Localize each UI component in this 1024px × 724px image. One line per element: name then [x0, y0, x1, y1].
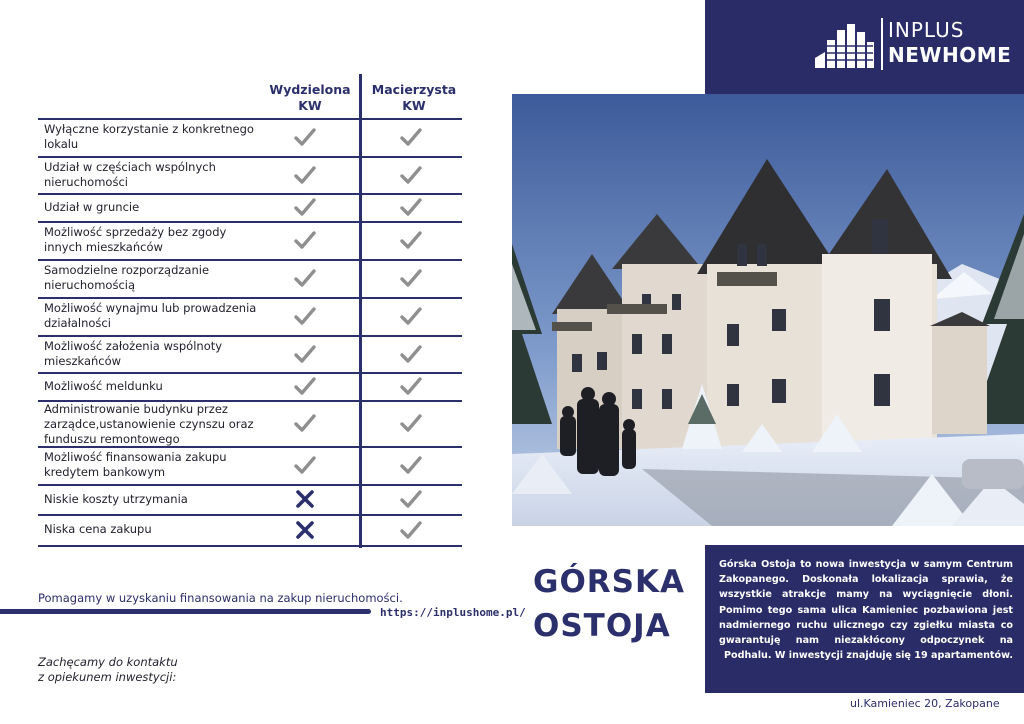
row-label: Udział w częściach wspólnych nieruchomości: [44, 159, 216, 189]
column-header-line: Wydzielona: [269, 82, 351, 97]
contact-line: z opiekunem inwestycji:: [38, 670, 177, 684]
row-label: Samodzielne rozporządzanie nieruchomością: [44, 263, 210, 292]
column-header-wydzielona: [262, 82, 358, 114]
checkmark-icon: [294, 127, 316, 147]
building-logo-icon: [815, 22, 875, 68]
brand-line1: INPLUS: [888, 18, 965, 42]
project-title: [533, 560, 685, 648]
row-label: Możliwość meldunku: [44, 378, 163, 393]
column-header-line: KW: [298, 98, 322, 113]
checkmark-icon: [400, 197, 422, 217]
table-row: [38, 400, 462, 446]
checkmark-icon: [294, 230, 316, 250]
checkmark-icon: [294, 344, 316, 364]
checkmark-icon: [400, 306, 422, 326]
table-row-divider: [38, 545, 462, 547]
table-row: [38, 118, 462, 156]
column-header-line: KW: [402, 98, 426, 113]
contact-text: [38, 655, 178, 685]
table-row: [38, 335, 462, 372]
checkmark-icon: [400, 268, 422, 288]
checkmark-icon: [400, 230, 422, 250]
row-label: Możliwość finansowania zakupu kredytem bankowym: [44, 450, 227, 479]
checkmark-icon: [294, 306, 316, 326]
checkmark-icon: [294, 376, 316, 396]
logo-divider: [881, 18, 883, 70]
table-row: [38, 446, 462, 484]
checkmark-icon: [294, 165, 316, 185]
checkmark-icon: [400, 344, 422, 364]
row-label: Niskie koszty utrzymania: [44, 491, 188, 506]
project-title-line: OSTOJA: [533, 608, 671, 644]
row-label: Wyłączne korzystanie z konkretnego lokalu: [44, 122, 254, 151]
description-panel: [705, 545, 1024, 693]
checkmark-icon: [294, 455, 316, 475]
table-row: [38, 372, 462, 400]
checkmark-icon: [294, 413, 316, 433]
checkmark-icon: [400, 520, 422, 540]
table-row: [38, 514, 462, 545]
row-label: Możliwość założenia wspólnoty mieszkańców: [44, 338, 223, 368]
financing-text: Pomagamy w uzyskaniu finansowania na zakup nieruchomości.: [38, 591, 403, 605]
address: ul.Kamieniec 20, Zakopane: [850, 697, 1000, 710]
row-label: Możliwość wynajmu lub prowadzenia działalności: [44, 301, 257, 330]
row-label: Administrowanie budynku przez zarządce,ustanowienie czynszu oraz funduszu remontowego: [44, 402, 254, 446]
brand-panel: [705, 0, 1024, 94]
brand-line2: NEWHOME: [888, 43, 1012, 67]
contact-line: Zachęcamy do kontaktu: [38, 655, 178, 669]
table-row: [38, 297, 462, 335]
table-row: [38, 156, 462, 193]
row-label: Możliwość sprzedaży bez zgody innych mieszkańców: [44, 225, 227, 254]
column-header-line: Macierzysta: [371, 82, 457, 97]
column-header-macierzysta: [366, 82, 462, 114]
checkmark-icon: [400, 413, 422, 433]
row-label: Udział w gruncie: [44, 199, 140, 214]
checkmark-icon: [294, 268, 316, 288]
cross-icon: [294, 520, 316, 540]
building-photo: [512, 94, 1024, 526]
checkmark-icon: [294, 197, 316, 217]
table-row: [38, 259, 462, 297]
cross-icon: [294, 489, 316, 509]
checkmark-icon: [400, 165, 422, 185]
checkmark-icon: [400, 455, 422, 475]
description-text: Górska Ostoja to nowa inwestycja w samym Centrum Zakopanego. Doskonała lokalizacja sprawia, że wszystkie atrakcje mamy na wyciągnięcie dłoni. Pomimo tego sama ulica Kamieniec pozbawiona jest nadmiernego ruchu ulicznego czy zgiełku miasta co gwarantuję nam niezakłócony odpoczynek na Podhalu. W inwestycji znajduję się 19 apartamentów.: [719, 559, 1013, 662]
table-row: [38, 484, 462, 514]
checkmark-icon: [400, 127, 422, 147]
row-label: Niska cena zakupu: [44, 522, 152, 536]
website-link[interactable]: https://inplushome.pl/: [380, 606, 526, 619]
checkmark-icon: [400, 489, 422, 509]
table-row: [38, 193, 462, 221]
winter-building-illustration: [512, 94, 1024, 526]
project-title-line: GÓRSKA: [533, 564, 686, 600]
financing-bar: [0, 609, 371, 614]
table-row: [38, 221, 462, 259]
checkmark-icon: [400, 376, 422, 396]
